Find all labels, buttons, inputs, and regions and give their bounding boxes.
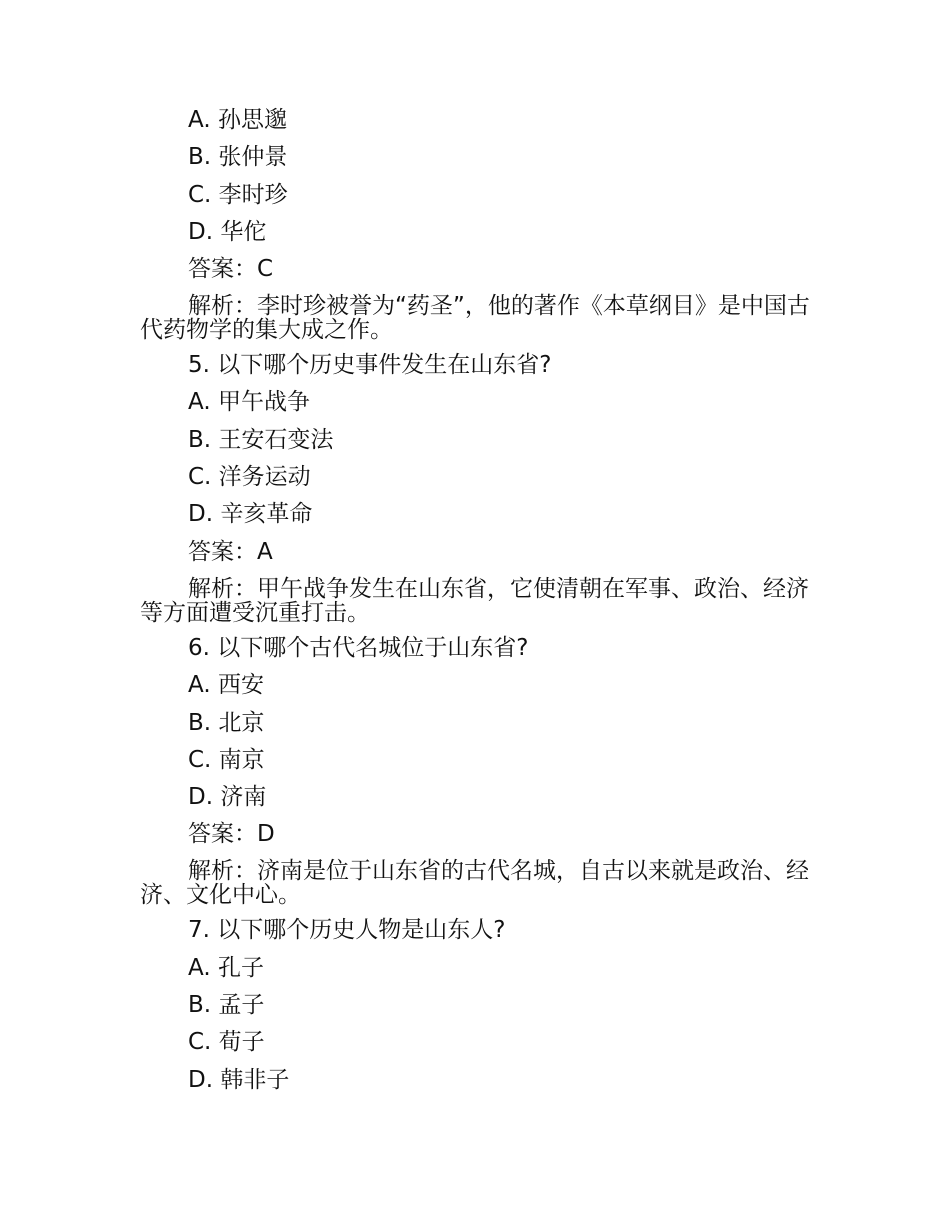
q4-option-b: B. 张仲景: [188, 144, 288, 170]
q6-analysis: 解析：济南是位于山东省的古代名城，自古以来就是政治、经济、文化中心。: [140, 858, 809, 908]
q7-question: 7. 以下哪个历史人物是山东人?: [188, 917, 506, 943]
q5-analysis: 解析：甲午战争发生在山东省，它使清朝在军事、政治、经济等方面遭受沉重打击。: [140, 576, 809, 626]
q4-option-a: A. 孙思邈: [188, 107, 287, 133]
q6-option-c: C. 南京: [188, 747, 265, 773]
q5-option-c: C. 洋务运动: [188, 464, 311, 490]
q4-answer: 答案：C: [188, 256, 274, 282]
q4-option-d: D. 华佗: [188, 219, 267, 245]
q6-answer: 答案：D: [188, 821, 275, 847]
q5-option-a: A. 甲午战争: [188, 389, 310, 415]
q7-option-d: D. 韩非子: [188, 1067, 290, 1093]
q7-option-b: B. 孟子: [188, 992, 265, 1018]
q4-option-c: C. 李时珍: [188, 182, 288, 208]
q5-question: 5. 以下哪个历史事件发生在山东省?: [188, 352, 552, 378]
q6-question: 6. 以下哪个古代名城位于山东省?: [188, 635, 529, 661]
q7-option-c: C. 荀子: [188, 1029, 265, 1055]
q6-option-b: B. 北京: [188, 710, 265, 736]
q4-analysis: 解析：李时珍被誉为“药圣”，他的著作《本草纲目》是中国古代药物学的集大成之作。: [140, 293, 810, 343]
q5-option-d: D. 辛亥革命: [188, 501, 313, 527]
q6-option-a: A. 西安: [188, 672, 264, 698]
q5-answer: 答案：A: [188, 539, 273, 565]
q6-option-d: D. 济南: [188, 784, 267, 810]
q5-option-b: B. 王安石变法: [188, 427, 334, 453]
q7-option-a: A. 孔子: [188, 955, 264, 981]
